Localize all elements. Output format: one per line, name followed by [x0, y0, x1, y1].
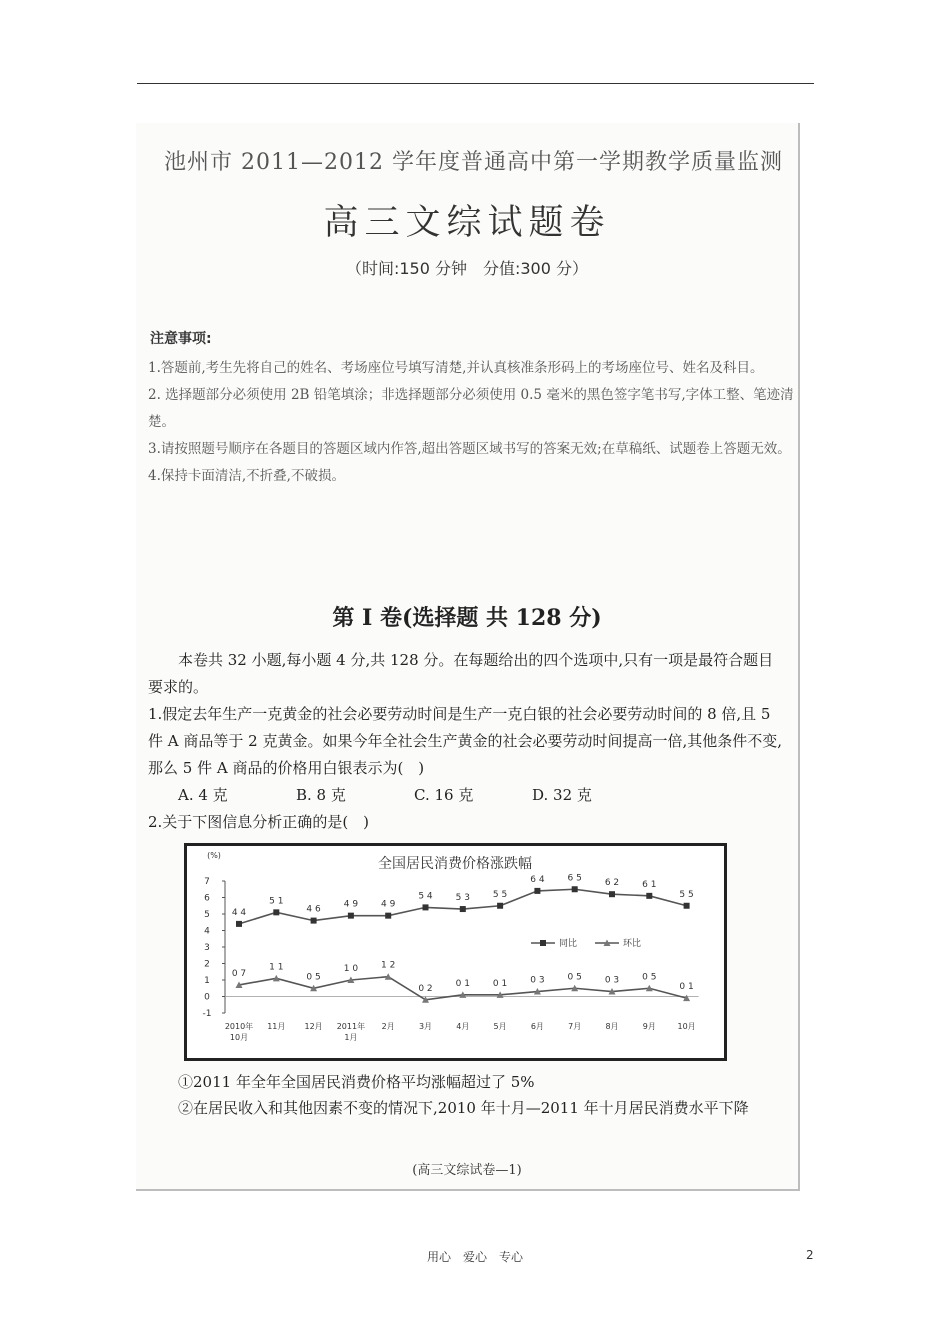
data-label: 0 7 [231, 968, 247, 979]
data-label: 0 3 [530, 975, 545, 986]
y-tick-label: 4 [204, 926, 210, 937]
question-2-stem: 2.关于下图信息分析正确的是( ) [148, 813, 370, 831]
data-label: 1 1 [269, 962, 284, 973]
x-tick-label: 11月 [267, 1022, 286, 1031]
option-a: A. 4 克 [178, 786, 228, 804]
legend-label: 同比 [559, 939, 578, 949]
section-intro: 本卷共 32 小题,每小题 4 分,共 128 分。在每题给出的四个选项中,只有一项是最符合题目要求的。 [148, 651, 774, 696]
note-item: 1.答题前,考生先将自己的姓名、考场座位号填写清楚,并认真核准条形码上的考场座位号、姓名及科目。 [148, 360, 764, 376]
statement-2: ②在居民收入和其他因素不变的情况下,2010 年十月—2011 年十月居民消费水平下降 [178, 1099, 749, 1117]
option-c: C. 16 克 [414, 786, 474, 804]
inner-footer: (高三文综试卷—1) [412, 1163, 522, 1178]
data-label: 6 2 [604, 878, 620, 889]
data-label: 6 5 [567, 873, 582, 884]
data-label: 0 1 [679, 982, 694, 993]
legend-label: 环比 [623, 939, 642, 949]
data-label: 4 9 [381, 899, 396, 910]
cpi-chart [184, 843, 727, 1061]
x-tick-label: 9月 [642, 1022, 656, 1031]
x-tick-label: 3月 [418, 1022, 433, 1031]
series-point [311, 918, 317, 924]
data-label: 4 6 [306, 904, 321, 915]
x-tick-label: 10月 [677, 1022, 696, 1031]
data-label: 0 3 [604, 975, 620, 986]
question-2-statements [148, 1069, 788, 1121]
data-label: 5 1 [269, 896, 284, 907]
chart-unit-label: (%) [207, 851, 221, 860]
page-footer-slogan: 用心 爱心 专心 [426, 1250, 523, 1264]
question-1-stem: 1.假定去年生产一克黄金的社会必要劳动时间是生产一克白银的社会必要劳动时间的 8 倍,且 5 件 A 商品等于 2 克黄金。如果今年全社会生产黄金的社会必要劳动时间提高一倍,其他条件不变,那么 5 件 A 商品的价格用白银表示为( ) [148, 705, 782, 777]
x-tick-label: 6月 [530, 1022, 544, 1031]
data-label: 0 5 [642, 972, 657, 983]
series-point [348, 913, 354, 919]
data-label: 4 4 [231, 907, 247, 918]
series-point [497, 903, 503, 909]
y-tick-label: 2 [204, 959, 210, 970]
y-tick-label: 3 [204, 943, 210, 953]
top-rule [137, 83, 814, 84]
data-label: 6 1 [642, 879, 657, 890]
paper-title: 高三文综试题卷 [323, 203, 611, 243]
series-point [684, 903, 690, 909]
x-tick-label: 2月 [381, 1022, 395, 1031]
statement-1: ①2011 年全年全国居民消费价格平均涨幅超过了 5% [178, 1073, 535, 1091]
series-point [385, 913, 391, 919]
series-point [236, 921, 242, 927]
x-tick-label: 5月 [493, 1022, 507, 1031]
time-score-line: （时间:150 分钟 分值:300 分） [345, 259, 589, 278]
x-tick-label: 2011年 [336, 1022, 366, 1031]
data-label: 0 1 [492, 978, 508, 989]
data-label: 5 5 [492, 889, 508, 900]
notes-list [148, 355, 794, 490]
y-tick-label: 5 [204, 910, 210, 920]
chart-title: 全国居民消费价格涨跌幅 [378, 856, 532, 872]
series-point [460, 906, 466, 912]
series-point [609, 891, 615, 897]
y-tick-label: 1 [204, 976, 210, 986]
x-tick-label: 7月 [568, 1022, 582, 1031]
cpi-chart-svg [184, 843, 727, 1061]
note-item: 3.请按照题号顺序在各题目的答题区域内作答,超出答题区域书写的答案无效;在草稿纸、试题卷上答题无效。 [148, 441, 791, 457]
x-tick-label: 10月 [229, 1033, 249, 1042]
data-label: 5 5 [679, 889, 694, 900]
page-number: 2 [806, 1248, 814, 1262]
x-tick-label: 12月 [304, 1022, 323, 1031]
data-label: 6 4 [530, 874, 545, 885]
exam-header-line: 池州市 2011—2012 学年度普通高中第一学期教学质量监测 [164, 150, 783, 175]
section-title: 第 I 卷(选择题 共 128 分) [332, 605, 602, 631]
question-body [148, 647, 788, 836]
note-item: 2. 选择题部分必须使用 2B 铅笔填涂；非选择题部分必须使用 0.5 毫米的黑色签字笔书写,字体工整、笔迹清楚。 [148, 387, 794, 430]
x-tick-label: 8月 [605, 1022, 619, 1031]
y-tick-label: 6 [204, 893, 210, 904]
data-label: 0 5 [567, 972, 582, 983]
series-point [423, 904, 429, 910]
y-tick-label: -1 [202, 1009, 212, 1019]
scanned-page [136, 123, 800, 1191]
data-label: 0 5 [306, 972, 321, 983]
data-label: 0 1 [455, 978, 470, 989]
data-label: 0 2 [418, 983, 433, 994]
y-tick-label: 0 [204, 992, 210, 1003]
series-point [534, 888, 540, 894]
legend-marker-0 [540, 940, 546, 946]
x-tick-label: 2010年 [224, 1022, 254, 1031]
data-label: 5 4 [418, 891, 433, 902]
series-point [646, 893, 652, 899]
y-tick-label: 7 [204, 877, 210, 887]
series-point [273, 909, 279, 915]
data-label: 4 9 [343, 899, 359, 910]
option-d: D. 32 克 [532, 786, 592, 804]
question-1-options [148, 782, 788, 809]
data-label: 1 0 [343, 964, 359, 974]
x-tick-label: 4月 [456, 1022, 470, 1031]
option-b: B. 8 克 [296, 786, 346, 804]
data-label: 5 3 [455, 893, 470, 904]
data-label: 1 2 [381, 960, 396, 971]
note-item: 4.保持卡面清洁,不折叠,不破损。 [148, 468, 345, 484]
notes-title: 注意事项: [150, 331, 212, 347]
series-point [572, 886, 578, 892]
x-tick-label: 1月 [344, 1033, 358, 1042]
